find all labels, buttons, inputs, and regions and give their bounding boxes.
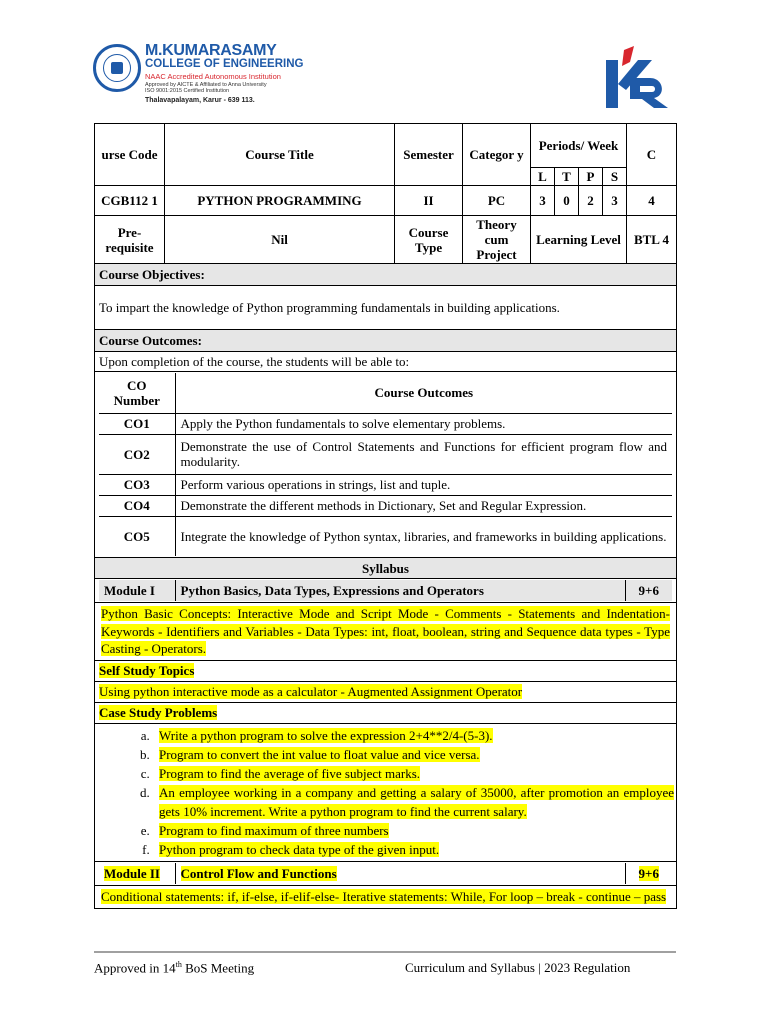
outcomes-heading: Course Outcomes: [95,330,677,352]
course-table [94,123,677,909]
learning-level-label: Learning Level [531,216,627,264]
outcomes-cell [95,372,677,558]
kr-logo-icon [600,44,672,110]
module2-cell [95,861,677,885]
co-outcome-header: Course Outcomes [175,373,672,413]
header-t: T [555,168,579,186]
module1-title: Python Basics, Data Types, Expressions and Operators [175,580,625,601]
module2-content-cell [95,885,677,908]
module1-cell [95,579,677,603]
aicte-line [145,82,267,94]
t-value: 0 [555,186,579,216]
case-study-heading-cell [95,702,677,723]
module2-title: Control Flow and Functions [180,865,337,881]
header-p: P [579,168,603,186]
header-s: S [603,168,627,186]
co-number: CO1 [99,413,175,434]
header-course-code: urse Code [95,124,165,186]
objectives-heading: Course Objectives: [95,264,677,286]
co-number-header: CO Number [99,373,175,413]
prerequisite-value: Nil [165,216,395,264]
outcomes-intro: Upon completion of the course, the students will be able to: [95,352,677,372]
case-study-item: a. Write a python program to solve the expression 2+4**2/4-(5-3). [153,726,676,745]
objectives-text: To impart the knowledge of Python programming fundamentals in building applications. [95,286,677,330]
footer-regulation: Curriculum and Syllabus | 2023 Regulation [405,960,631,975]
co-text: Integrate the knowledge of Python syntax, libraries, and frameworks in building applications. [175,516,672,556]
case-study-list [95,724,676,861]
course-code: CGB112 1 [95,186,165,216]
course-type-label: Course Type [395,216,463,264]
self-study-text: Using python interactive mode as a calculator - Augmented Assignment Operator [99,684,523,699]
module2-label-cell [99,863,175,884]
module1-content: Python Basic Concepts: Interactive Mode and Script Mode - Comments - Statements and Indentation-Keywords - Identifiers and Variables - Data Types: int, float, boolean, string and Sequence data types - Type Casting - Operators. [101,606,670,656]
college-seal-icon [93,44,141,92]
module2-header [99,863,672,884]
co-text: Apply the Python fundamentals to solve elementary problems. [175,413,672,434]
self-study-heading-cell [95,660,677,681]
case-study-item: c. Program to find the average of five subject marks. [153,764,676,783]
learning-level-value: BTL 4 [627,216,677,264]
case-study-cell [95,723,677,861]
co-number: CO3 [99,474,175,495]
footer-divider [94,951,676,953]
case-study-item: d. An employee working in a company and getting a salary of 35000, after promotion an employee gets 10% increment. Write a python program to find the current salary. [153,783,676,821]
category-value: PC [463,186,531,216]
header-periods: Periods/ Week [531,124,627,168]
footer-approval [94,960,254,976]
header-semester: Semester [395,124,463,186]
co-number: CO2 [99,434,175,474]
syllabus-heading: Syllabus [95,558,677,579]
module2-content: Conditional statements: if, if-else, if-elif-else- Iterative statements: While, For loop – break - continue – pass [101,888,667,904]
co-number: CO4 [99,495,175,516]
co-text: Demonstrate the use of Control Statements and Functions for efficient program flow and modularity. [175,434,672,474]
course-title: PYTHON PROGRAMMING [165,186,395,216]
module1-content-cell [95,603,677,661]
co-text: Demonstrate the different methods in Dictionary, Set and Regular Expression. [175,495,672,516]
college-subtitle: COLLEGE OF ENGINEERING [145,58,304,70]
header-l: L [531,168,555,186]
module1-hours: 9+6 [625,580,672,601]
self-study-cell [95,681,677,702]
co-number: CO5 [99,516,175,556]
footer-approval-sup: th [175,960,182,969]
module2-title-cell [175,863,625,884]
c-value: 4 [627,186,677,216]
college-logo [93,42,304,112]
naac-line: NAAC Accredited Autonomous Institution [145,72,281,81]
header-credits: C [627,124,677,186]
p-value: 2 [579,186,603,216]
case-study-heading: Case Study Problems [99,705,218,720]
prerequisite-label: Pre- requisite [95,216,165,264]
footer-approval-suffix: BoS Meeting [181,960,255,976]
module2-label: Module II [104,865,160,881]
module1-header [99,580,672,601]
college-address: Thalavapalayam, Karur - 639 113. [145,97,255,104]
aicte-line-1: Approved by AICTE & Affiliated to Anna University [145,82,267,88]
module2-hours-cell [625,863,672,884]
header-category: Categor y [463,124,531,186]
aicte-line-2: ISO 9001:2015 Certified Institution [145,88,230,94]
course-type-value: Theory cum Project [463,216,531,264]
case-study-item: f. Python program to check data type of the given input. [153,840,676,859]
footer-approval-text: Approved in 14 [94,960,176,976]
module1-label: Module I [99,580,175,601]
self-study-heading: Self Study Topics [99,663,195,678]
l-value: 3 [531,186,555,216]
case-study-item: b. Program to convert the int value to float value and vice versa. [153,745,676,764]
co-text: Perform various operations in strings, list and tuple. [175,474,672,495]
module2-hours: 9+6 [638,865,659,881]
header-course-title: Course Title [165,124,395,186]
semester-value: II [395,186,463,216]
outcomes-table [99,373,672,556]
case-study-item: e. Program to find maximum of three numbers [153,821,676,840]
s-value: 3 [603,186,627,216]
college-name: M.KUMARASAMY [145,42,277,59]
